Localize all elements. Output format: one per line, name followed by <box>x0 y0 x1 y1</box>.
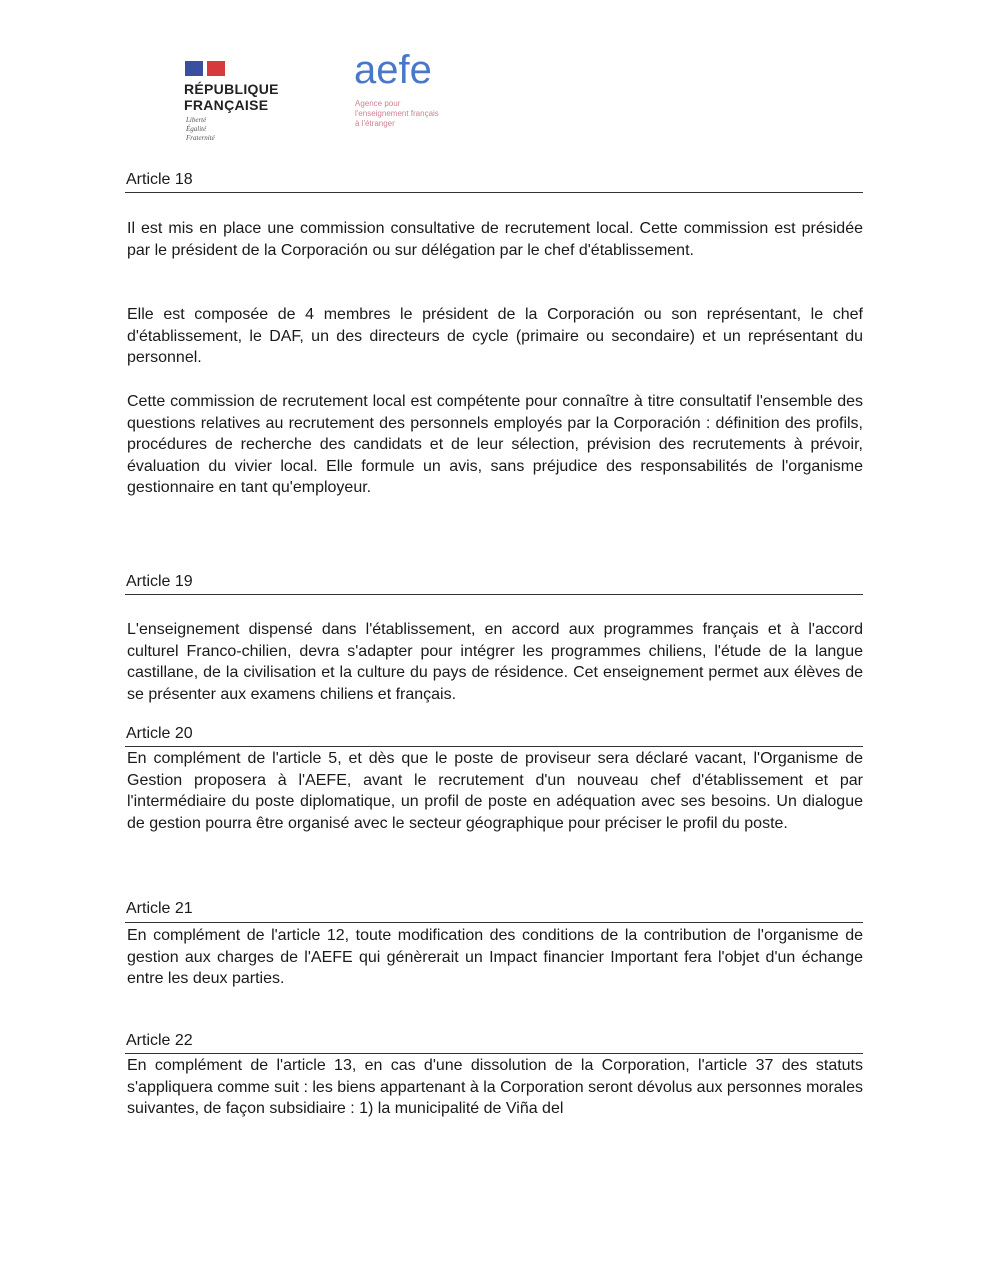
article-18-title: Article 18 <box>126 171 193 188</box>
article-20-rule <box>125 746 863 747</box>
article-19-paragraph-1: L'enseignement dispensé dans l'établissement, en accord aux programmes français et à l'accord culturel Franco-chilien, devra s'adapter pour intégrer les programmes chiliens, l'étude de la langue castillane, de la civilisation et la culture du pays de résidence. Cet enseignement permet aux élèves de se présenter aux examens chiliens et français. <box>127 621 863 703</box>
republique-francaise-logo <box>184 81 279 113</box>
aefe-tagline-1: Agence pour <box>355 99 401 108</box>
republique-line1: RÉPUBLIQUE <box>184 81 279 97</box>
aefe-tagline-3: à l'étranger <box>355 119 395 128</box>
aefe-tagline-2: l'enseignement français <box>355 109 439 118</box>
article-18-paragraph-1: Il est mis en place une commission consultative de recrutement local. Cette commission est présidée par le président de la Corporación ou sur délégation par le chef d'établissement. <box>127 220 863 259</box>
article-22-rule <box>125 1053 863 1054</box>
motto-fraternite: Fraternité <box>186 134 215 142</box>
article-21-title: Article 21 <box>126 900 193 917</box>
article-18-paragraph-2: Elle est composée de 4 membres le président de la Corporación ou son représentant, le chef d'établissement, le DAF, un des directeurs de cycle (primaire ou secondaire) et un représentant du personnel. <box>127 306 863 367</box>
republique-motto <box>186 116 215 143</box>
article-20-title: Article 20 <box>126 725 193 742</box>
aefe-tagline <box>355 99 439 129</box>
motto-egalite: Égalité <box>186 125 207 133</box>
article-18-rule <box>125 192 863 193</box>
article-19-title: Article 19 <box>126 573 193 590</box>
motto-liberte: Liberté <box>186 116 207 124</box>
article-22-title: Article 22 <box>126 1032 193 1049</box>
aefe-logo: aefe <box>354 48 432 92</box>
french-flag-icon <box>185 61 225 76</box>
article-18-paragraph-3: Cette commission de recrutement local est compétente pour connaître à titre consultatif l'ensemble des questions relatives au recrutement des personnels employés par la Corporación : définition des profils, procédures de recherche des candidats et de leur sélection, prévision des recrutements à prévoir, évaluation du vivier local. Elle formule un avis, sans préjudice des responsabilités de l'organisme gestionnaire en tant qu'employeur. <box>127 393 863 497</box>
republique-line2: FRANÇAISE <box>184 97 269 113</box>
article-21-rule <box>125 922 863 923</box>
article-22-paragraph-1: En complément de l'article 13, en cas d'une dissolution de la Corporation, l'article 37 des statuts s'appliquera comme suit : les biens appartenant à la Corporation seront dévolus aux personnes morales suivantes, de façon subsidiaire : 1) la municipalité de Viña del <box>127 1057 863 1118</box>
article-20-paragraph-1: En complément de l'article 5, et dès que le poste de proviseur sera déclaré vacant, l'Organisme de Gestion proposera à l'AEFE, avant le recrutement d'un nouveau chef d'établissement et par l'intermédiaire du poste diplomatique, un profil de poste en adéquation avec ses besoins. Un dialogue de gestion pourra être organisé avec le secteur géographique pour préciser le profil du poste. <box>127 750 863 832</box>
article-21-paragraph-1: En complément de l'article 12, toute modification des conditions de la contribution de l'organisme de gestion aux charges de l'AEFE qui génèrerait un Impact financier Important fera l'objet d'un échange entre les deux parties. <box>127 927 863 988</box>
article-19-rule <box>125 594 863 595</box>
